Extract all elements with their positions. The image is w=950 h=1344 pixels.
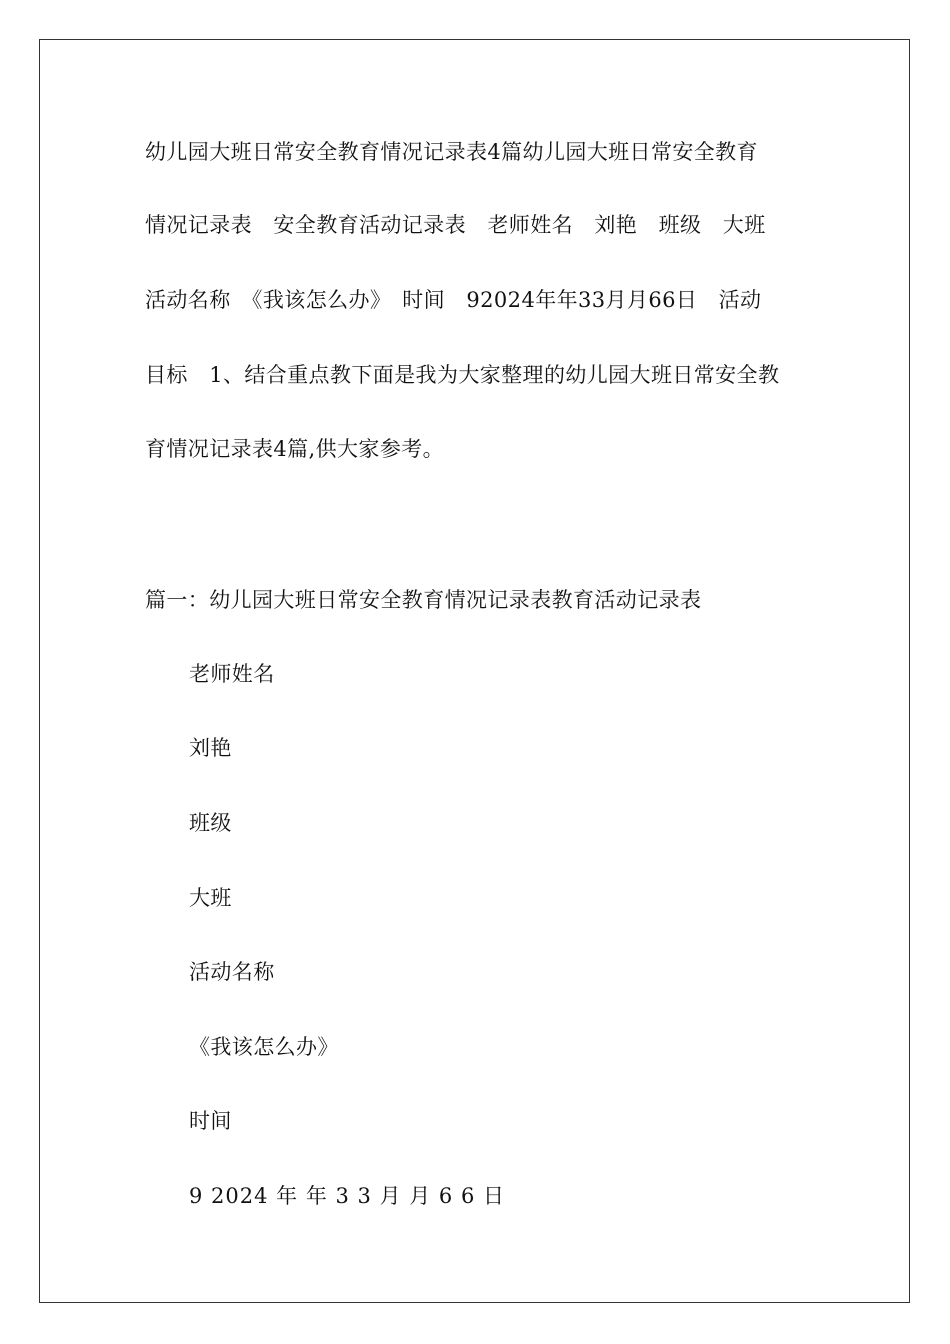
intro-line-2: 情况记录表 安全教育活动记录表 老师姓名 刘艳 班级 大班	[145, 213, 766, 237]
intro-line-4: 目标 1、结合重点教下面是我为大家整理的幼儿园大班日常安全教	[145, 363, 780, 387]
field-teacher-name-label: 老师姓名	[189, 662, 275, 686]
intro-line-5: 育情况记录表4篇,供大家参考。	[145, 437, 445, 461]
field-teacher-name-value: 刘艳	[189, 736, 232, 760]
field-class-label: 班级	[189, 811, 232, 835]
field-activity-name-label: 活动名称	[189, 960, 275, 984]
field-class-value: 大班	[189, 886, 232, 910]
field-activity-name-value: 《我该怎么办》	[189, 1035, 339, 1059]
field-time-value: 9 2024 年 年 3 3 月 月 6 6 日	[189, 1184, 506, 1208]
intro-line-3: 活动名称 《我该怎么办》 时间 92024年年33月月66日 活动	[145, 288, 762, 312]
section-heading: 篇一：幼儿园大班日常安全教育情况记录表教育活动记录表	[145, 588, 702, 612]
intro-line-1: 幼儿园大班日常安全教育情况记录表4篇幼儿园大班日常安全教育	[145, 140, 758, 164]
field-time-label: 时间	[189, 1109, 232, 1133]
